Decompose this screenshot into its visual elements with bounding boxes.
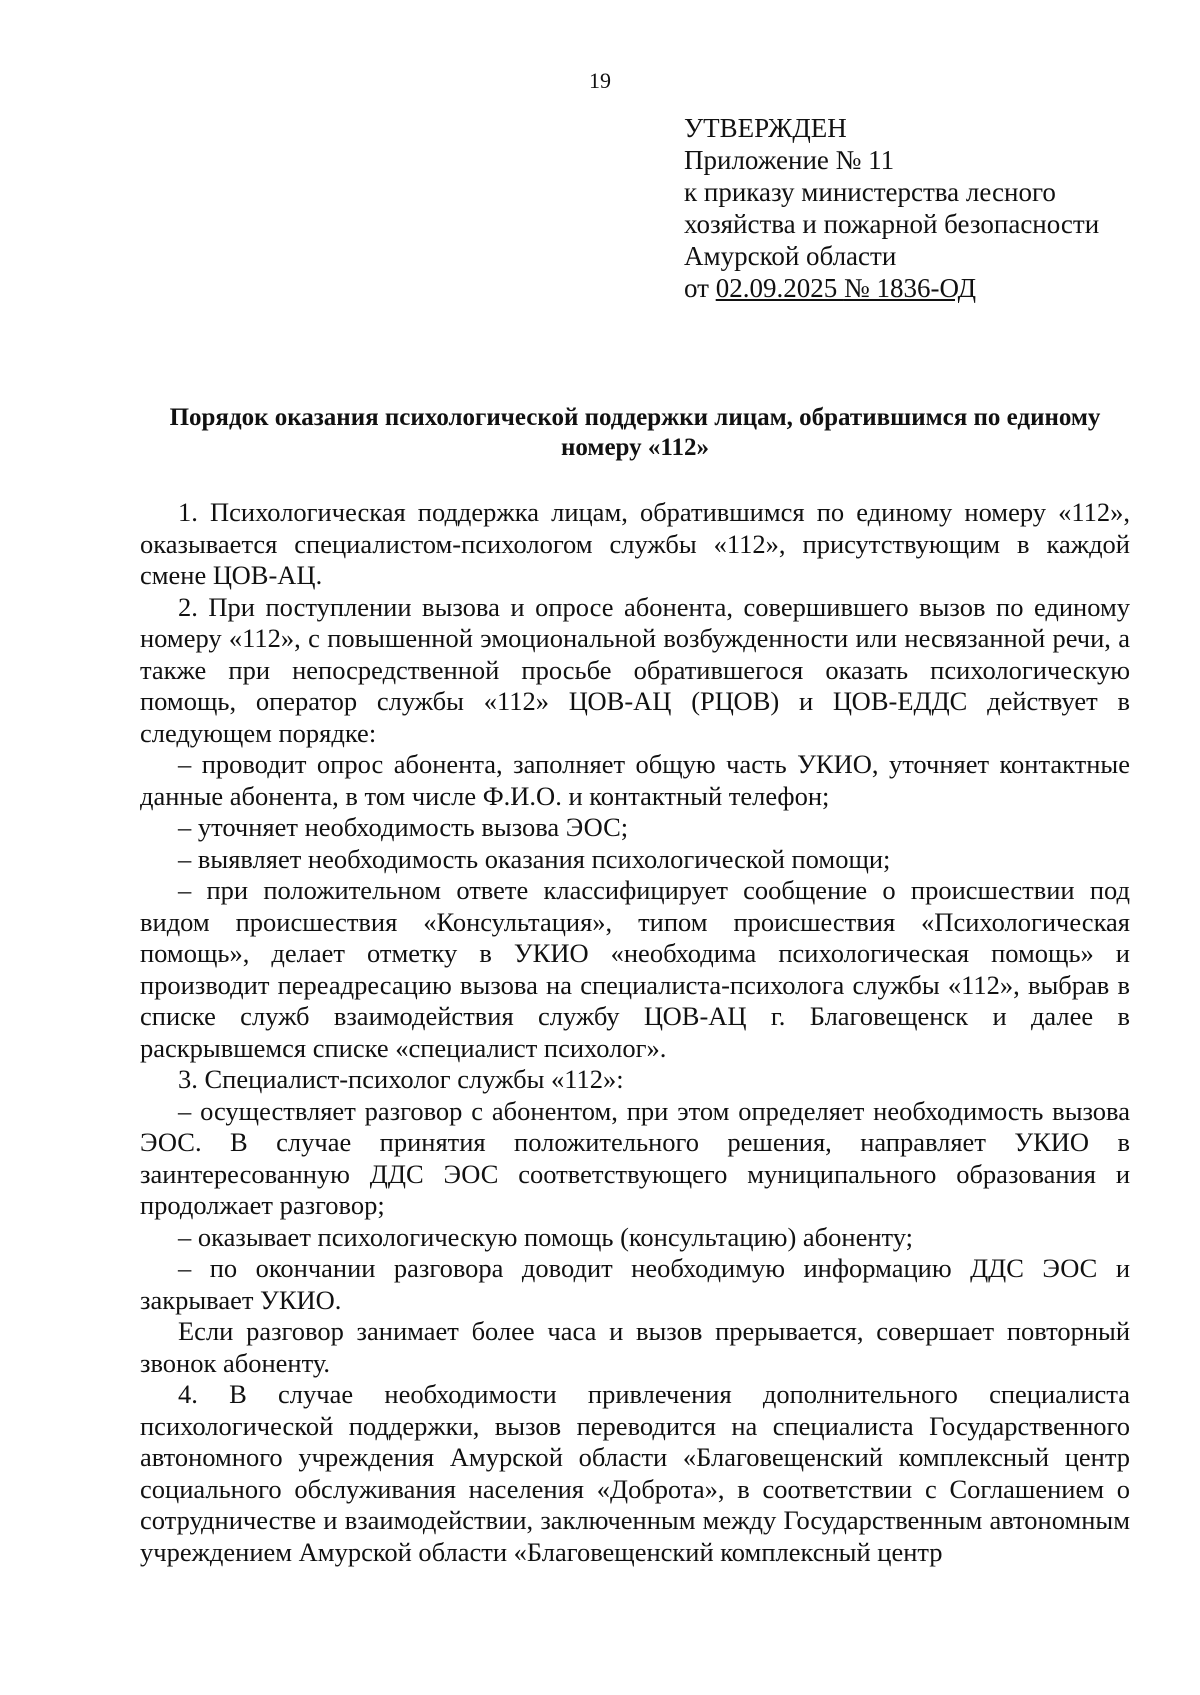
approval-number: № 1836-ОД: [843, 273, 977, 303]
paragraph: – уточняет необходимость вызова ЭОС;: [178, 812, 629, 842]
approval-line: Амурской области: [684, 241, 897, 271]
approval-line: к приказу министерства лесного: [684, 177, 1056, 207]
paragraph: Если разговор занимает более часа и вызов прерывается, совершает повторный звонок абоненту.: [140, 1316, 1130, 1378]
paragraph: – выявляет необходимость оказания психологической помощи;: [178, 843, 891, 874]
paragraph: – при положительном ответе классифицирует сообщение о происшествии под видом происшествия «Консультация», типом происшествия «Психологическая помощь», делает отметку в УКИО «необходима психологическая помощь» и производит переадресацию вызова на специалиста-психолога службы «112», выбрав в списке служб взаимодействия службу ЦОВ-АЦ г. Благовещенск и далее в раскрывшемся списке «специалист психолог».: [140, 875, 1130, 1063]
paragraph: – по окончании разговора доводит необходимую информацию ДДС ЭОС и закрывает УКИО.: [140, 1253, 1130, 1315]
approval-line: Приложение № 11: [684, 145, 895, 175]
paragraph: – проводит опрос абонента, заполняет общую часть УКИО, уточняет контактные данные абонента, в том числе Ф.И.О. и контактный телефон;: [140, 749, 1130, 811]
paragraph: 1. Психологическая поддержка лицам, обратившимся по единому номеру «112», оказывается специалистом-психологом службы «112», присутствующим в каждой смене ЦОВ-АЦ.: [140, 497, 1130, 590]
page-number: 19: [589, 68, 611, 93]
approval-date: 02.09.2025: [715, 273, 844, 303]
paragraph: – осуществляет разговор с абонентом, при этом определяет необходимость вызова ЭОС. В случае принятия положительного решения, направляет УКИО в заинтересованную ДДС ЭОС соответствующего муниципального образования и продолжает разговор;: [140, 1095, 1130, 1220]
approval-stamp: [684, 112, 1164, 304]
approval-date-prefix: от: [684, 273, 716, 303]
document-title: Порядок оказания психологической поддержки лицам, обратившимся по единому номеру «112»: [169, 404, 1101, 461]
approval-line: хозяйства и пожарной безопасности: [684, 209, 1100, 239]
paragraph: 3. Специалист-психолог службы «112»:: [178, 1064, 624, 1094]
paragraph: – оказывает психологическую помощь (консультацию) абоненту;: [178, 1221, 914, 1252]
paragraph: 2. При поступлении вызова и опросе абонента, совершившего вызов по единому номеру «112», с повышенной эмоциональной возбужденности или несвязанной речи, а также при непосредственной просьбе обратившегося оказать психологическую помощь, оператор службы «112» ЦОВ-АЦ (РЦОВ) и ЦОВ-ЕДДС действует в следующем порядке:: [140, 591, 1130, 748]
document-body: [140, 497, 1130, 1568]
approval-date-line: [684, 272, 1164, 304]
approval-line: УТВЕРЖДЕН: [684, 113, 847, 143]
paragraph: 4. В случае необходимости привлечения дополнительного специалиста психологической поддержки, вызов переводится на специалиста Государственного автономного учреждения Амурской области «Благовещенский комплексный центр социального обслуживания населения «Доброта», в соответствии с Соглашением о сотрудничестве и взаимодействии, заключенным между Государственным автономным учреждением Амурской области «Благовещенский комплексный центр: [140, 1379, 1130, 1567]
